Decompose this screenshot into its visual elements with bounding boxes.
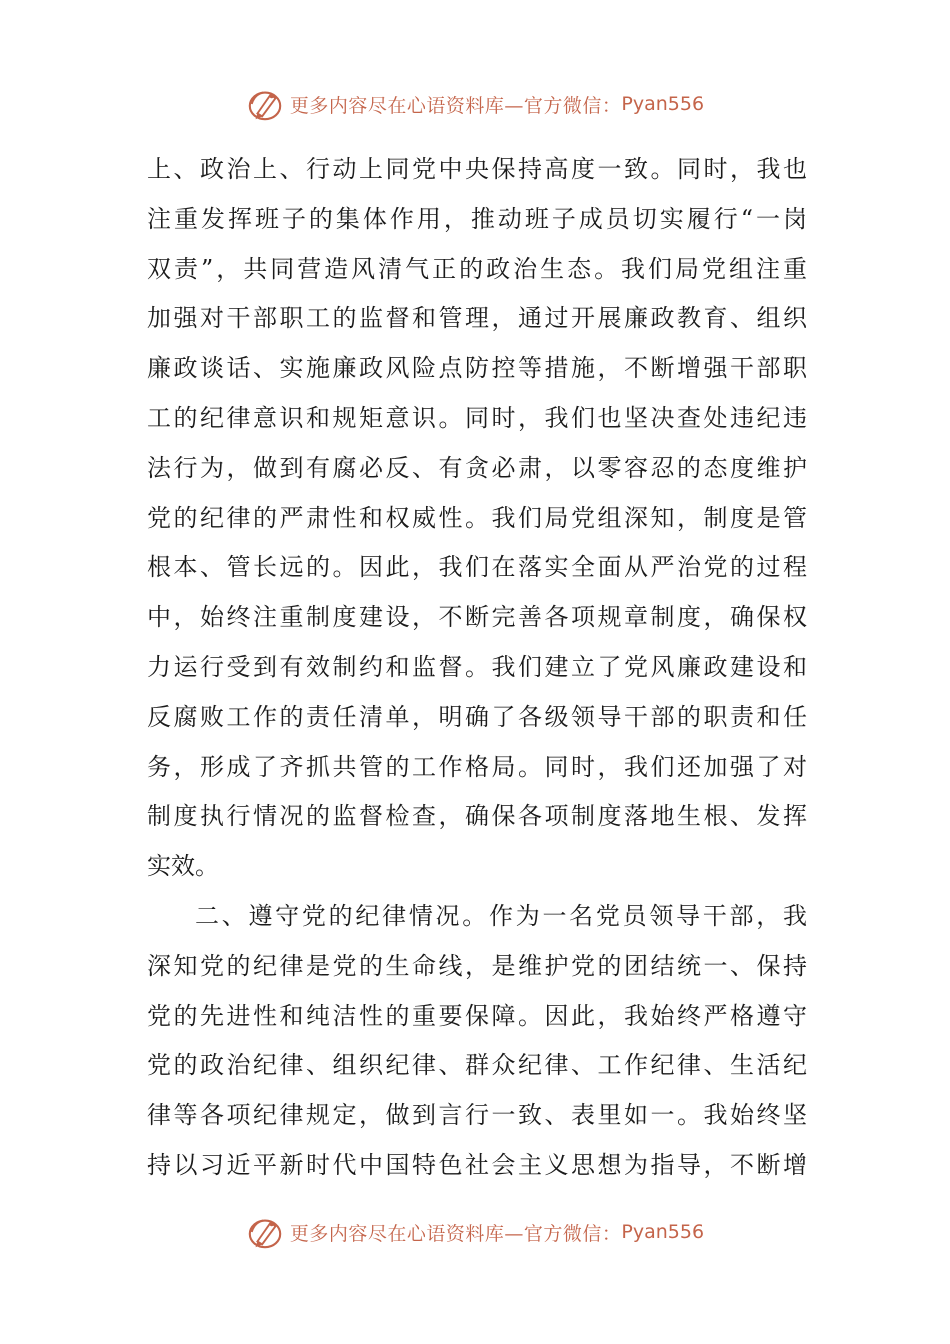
body-line: 双责”，共同营造风清气正的政治生态。我们局党组注重 bbox=[147, 254, 807, 283]
body-line: 加强对干部职工的监督和管理，通过开展廉政教育、组织 bbox=[147, 304, 807, 333]
body-line: 注重发挥班子的集体作用，推动班子成员切实履行“一岗 bbox=[147, 204, 807, 233]
footer-banner-wechat-id: Pyan556 bbox=[621, 1221, 705, 1243]
body-line-section-heading: 二、遵守党的纪律情况。作为一名党员领导干部，我 bbox=[195, 901, 807, 930]
body-line: 党的先进性和纯洁性的重要保障。因此，我始终严格遵守 bbox=[147, 1001, 807, 1030]
body-line: 实效。 bbox=[147, 852, 219, 881]
footer-banner-text: 更多内容尽在心语资料库—官方微信： bbox=[289, 1222, 622, 1245]
body-line: 务，形成了齐抓共管的工作格局。同时，我们还加强了对 bbox=[147, 752, 807, 781]
body-line: 党的政治纪律、组织纪律、群众纪律、工作纪律、生活纪 bbox=[147, 1051, 807, 1080]
header-banner bbox=[0, 82, 950, 126]
header-banner-wechat-id: Pyan556 bbox=[621, 93, 705, 115]
body-line: 法行为，做到有腐必反、有贪必肃，以零容忍的态度维护 bbox=[147, 453, 807, 482]
body-line: 上、政治上、行动上同党中央保持高度一致。同时，我也 bbox=[147, 155, 807, 183]
footer-banner bbox=[0, 1210, 950, 1254]
document-body bbox=[147, 145, 807, 1191]
body-line: 力运行受到有效制约和监督。我们建立了党风廉政建设和 bbox=[147, 652, 807, 681]
pen-nib-logo-icon bbox=[246, 1213, 284, 1251]
body-line: 持以习近平新时代中国特色社会主义思想为指导，不断增 bbox=[147, 1150, 807, 1179]
body-line: 工的纪律意识和规矩意识。同时，我们也坚决查处违纪违 bbox=[147, 403, 807, 432]
body-line: 反腐败工作的责任清单，明确了各级领导干部的职责和任 bbox=[147, 702, 807, 731]
body-line: 根本、管长远的。因此，我们在落实全面从严治党的过程 bbox=[147, 553, 807, 582]
body-line: 中，始终注重制度建设，不断完善各项规章制度，确保权 bbox=[147, 603, 807, 632]
body-line: 深知党的纪律是党的生命线，是维护党的团结统一、保持 bbox=[147, 951, 807, 980]
body-line: 廉政谈话、实施廉政风险点防控等措施，不断增强干部职 bbox=[147, 354, 807, 383]
body-line: 党的纪律的严肃性和权威性。我们局党组深知，制度是管 bbox=[147, 503, 807, 532]
body-line: 制度执行情况的监督检查，确保各项制度落地生根、发挥 bbox=[147, 802, 807, 831]
body-line: 律等各项纪律规定，做到言行一致、表里如一。我始终坚 bbox=[147, 1101, 807, 1130]
header-banner-text: 更多内容尽在心语资料库—官方微信： bbox=[289, 94, 622, 117]
pen-nib-logo-icon bbox=[246, 85, 284, 123]
